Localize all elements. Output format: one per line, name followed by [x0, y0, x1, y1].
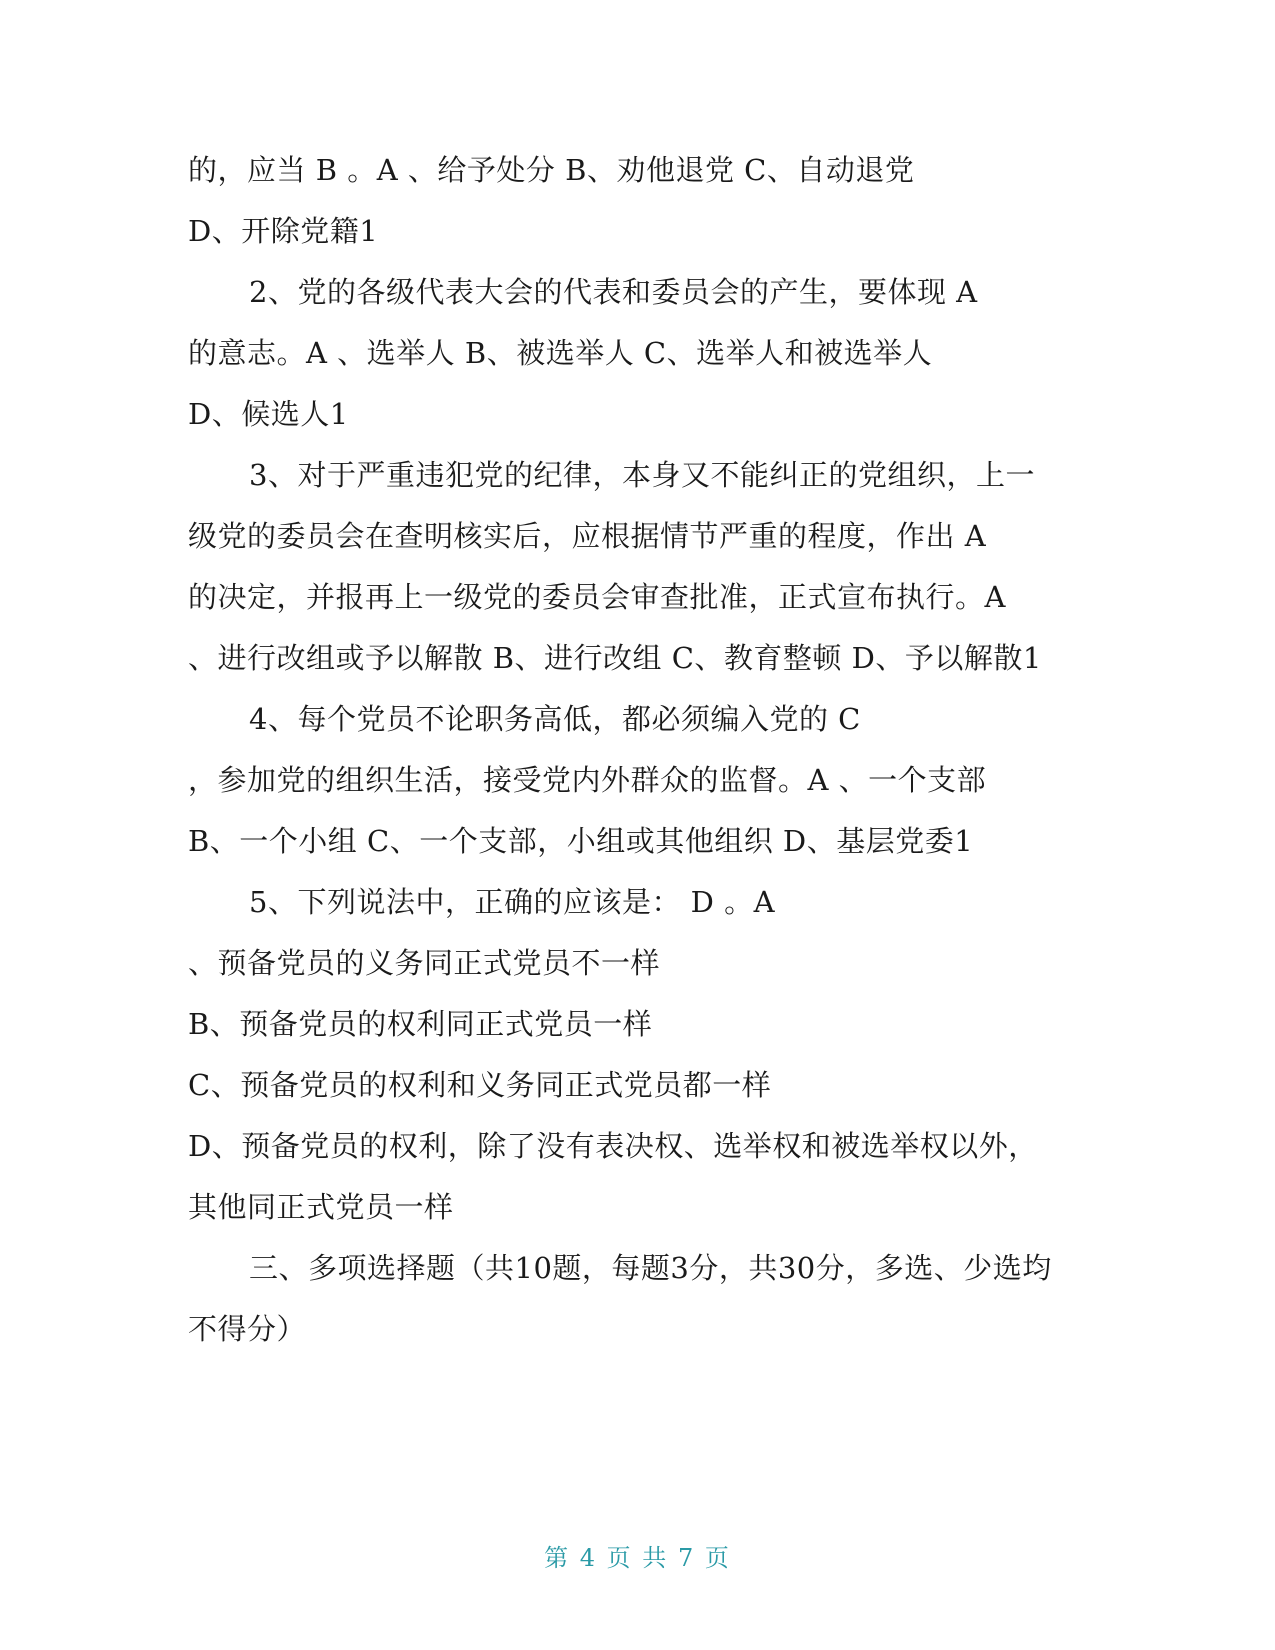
page-number-footer: 第 4 页 共 7 页	[544, 1544, 731, 1572]
question-3-line: 3、对于严重违犯党的纪律，本身又不能纠正的党组织，上一	[249, 458, 1035, 492]
text-line: 、进行改组或予以解散 B、进行改组 C、教育整顿 D、予以解散1	[188, 641, 1042, 675]
text-line: 的，应当 B 。A 、给予处分 B、劝他退党 C、自动退党	[188, 153, 915, 187]
text-line: 不得分）	[188, 1312, 307, 1346]
text-line: D、候选人1	[188, 397, 349, 431]
text-line: B、预备党员的权利同正式党员一样	[188, 1007, 653, 1041]
text-line: C、预备党员的权利和义务同正式党员都一样	[188, 1068, 772, 1102]
text-line: D、开除党籍1	[188, 214, 379, 248]
document-body	[188, 140, 1088, 1360]
text-line: 其他同正式党员一样	[188, 1190, 454, 1224]
question-5-line: 5、下列说法中，正确的应该是： D 。A	[249, 885, 776, 919]
section-heading: 三、多项选择题（共10题，每题3分，共30分，多选、少选均	[249, 1251, 1052, 1285]
question-2-line: 2、党的各级代表大会的代表和委员会的产生，要体现 A	[249, 275, 978, 309]
question-4-line: 4、每个党员不论职务高低，都必须编入党的 C	[249, 702, 861, 736]
text-line: 的意志。A 、选举人 B、被选举人 C、选举人和被选举人	[188, 336, 933, 370]
text-line: 级党的委员会在查明核实后，应根据情节严重的程度，作出 A	[188, 519, 987, 553]
text-line: 的决定，并报再上一级党的委员会审查批准，正式宣布执行。A	[188, 580, 1006, 614]
text-line: B、一个小组 C、一个支部，小组或其他组织 D、基层党委1	[188, 824, 974, 858]
text-line: D、预备党员的权利，除了没有表决权、选举权和被选举权以外，	[188, 1129, 1038, 1163]
text-line: 、预备党员的义务同正式党员不一样	[188, 946, 661, 980]
text-line: ，参加党的组织生活，接受党内外群众的监督。A 、一个支部	[188, 763, 987, 797]
